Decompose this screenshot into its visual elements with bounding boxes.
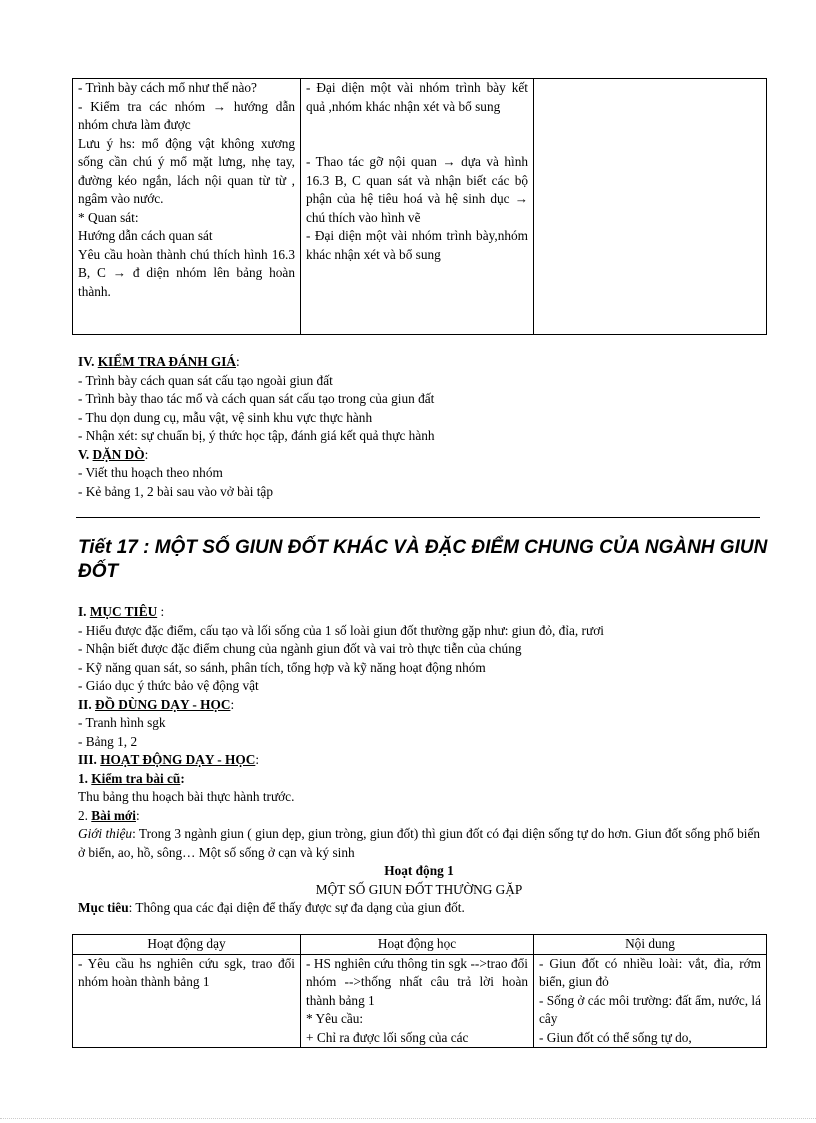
list-item: - Thu dọn dung cụ, mẫu vật, vệ sinh khu vực thực hành <box>78 409 373 425</box>
section-title: KIỂM TRA ĐÁNH GIÁ <box>97 354 236 369</box>
list-item: - Hiểu được đặc điểm, cấu tạo và lối sống của 1 số loài giun đốt thường gặp như: giun đỏ, đỉa, rươi <box>78 622 604 638</box>
list-item: - Trình bày thao tác mổ và cách quan sát cấu tạo trong của giun đất <box>78 391 435 406</box>
section-heading: V. DẶN DÒ: <box>78 446 149 462</box>
list-item: - Kẻ bảng 1, 2 bài sau vào vở bài tập <box>78 483 273 499</box>
activity-title: MỘT SỐ GIUN ĐỐT THƯỜNG GẶP <box>315 881 523 897</box>
cell-text: Hướng dẫn cách quan sát <box>78 228 213 243</box>
content-cell <box>534 954 767 1048</box>
list-item: - Tranh hình sgk <box>78 715 166 730</box>
student-activity-cell <box>301 954 534 1048</box>
cell-text: + Chỉ ra được lối sống của các <box>306 1029 469 1045</box>
cell-text: * Yêu cầu: <box>306 1011 364 1026</box>
cell-text: - Sống ở các môi trường: đất ẩm, nước, lá cây <box>539 992 761 1026</box>
cell-text: - Đại diện một vài nhóm trình bày,nhóm khác nhận xét và bổ sung <box>306 228 528 262</box>
section-title: DẶN DÒ <box>92 446 145 462</box>
teacher-activity-cell <box>73 79 301 335</box>
subsection-heading: 1. Kiểm tra bài cũ: <box>78 770 185 786</box>
lesson-body <box>78 603 760 918</box>
list-item: - Nhận biết được đặc điểm chung của ngành giun đốt và vai trò thực tiễn của chúng <box>78 641 522 656</box>
section-heading: I. MỤC TIÊU : <box>78 604 165 619</box>
section-title: HOẠT ĐỘNG DẠY - HỌC <box>100 752 256 767</box>
list-item: - Giáo dục ý thức bảo vệ động vật <box>78 678 259 693</box>
activity-objective: Mục tiêu: Thông qua các đại diện để thấy được sự đa dạng của giun đốt. <box>78 900 465 915</box>
cell-spacer <box>306 116 528 153</box>
header-teacher-activity: Hoạt động dạy <box>73 935 301 955</box>
list-item: - Trình bày cách quan sát cấu tạo ngoài giun đất <box>78 372 333 388</box>
lesson-title: Tiết 17 : MỘT SỐ GIUN ĐỐT KHÁC VÀ ĐẶC ĐIỂM CHUNG CỦA NGÀNH GIUN ĐỐT <box>78 537 768 582</box>
header-content: Nội dung <box>534 935 767 955</box>
header-student-activity: Hoạt động học <box>301 935 534 955</box>
section-title: MỤC TIÊU <box>89 604 158 619</box>
student-activity-cell <box>301 79 534 335</box>
activity-table-1 <box>72 934 767 1048</box>
list-item: - Bảng 1, 2 <box>78 733 138 749</box>
cell-text: - Thao tác gỡ nội quan → dựa và hình 16.3 B, C quan sát và nhận biết các bộ phận của hệ tiêu hoá và hệ sinh dục → chú thích vào hình vẽ <box>306 154 528 225</box>
cell-text: * Quan sát: <box>78 209 139 225</box>
page-bottom-border <box>0 1118 816 1119</box>
cell-text: - Đại diện một vài nhóm trình bày kết quả ,nhóm khác nhận xét và bổ sung <box>306 80 528 114</box>
cell-text: - HS nghiên cứu thông tin sgk -->trao đổi nhóm -->thống nhất câu trả lời hoàn thành bảng 1 <box>306 955 528 1008</box>
cell-text: - Trình bày cách mổ như thế nào? <box>78 80 257 95</box>
list-item: - Viết thu hoạch theo nhóm <box>78 465 223 480</box>
section-heading: III. HOẠT ĐỘNG DẠY - HỌC: <box>78 752 260 767</box>
paragraph: Thu bảng thu hoạch bài thực hành trước. <box>78 789 295 804</box>
section-heading: II. ĐỒ DÙNG DẠY - HỌC: <box>78 696 235 712</box>
cell-text: Yêu cầu hoàn thành chú thích hình 16.3 B, C → đ diện nhóm lên bảng hoàn thành. <box>78 246 295 299</box>
list-item: - Kỹ năng quan sát, so sánh, phân tích, tổng hợp và kỹ năng hoạt động nhóm <box>78 659 486 675</box>
cell-text: Lưu ý hs: mổ động vật không xương sống cần chú ý mổ mặt lưng, nhẹ tay, đường kéo ngắn, lách nội quan từ từ , ngâm vào nước. <box>78 135 295 206</box>
cell-text: - Giun đốt có nhiều loài: vắt, đỉa, rớm biển, giun đỏ <box>539 955 761 989</box>
list-item: - Nhận xét: sự chuẩn bị, ý thức học tập, đánh giá kết quả thực hành <box>78 428 435 443</box>
section-heading: IV. KIỂM TRA ĐÁNH GIÁ: <box>78 354 240 369</box>
teacher-activity-cell: - Yêu cầu hs nghiên cứu sgk, trao đổi nhóm hoàn thành bảng 1 <box>73 954 301 1048</box>
activity-heading: Hoạt động 1 <box>384 863 454 878</box>
cell-text: - Kiểm tra các nhóm → hướng dẫn nhóm chưa làm được <box>78 98 295 132</box>
activity-table-continued <box>72 78 767 335</box>
section-title: ĐỒ DÙNG DẠY - HỌC <box>95 696 231 712</box>
subsection-heading: 2. Bài mới: <box>78 807 140 823</box>
assessment-section <box>78 353 760 501</box>
intro-paragraph: Giới thiệu: Trong 3 ngành giun ( giun dẹp, giun tròng, giun đốt) thì giun đốt có đại diện sống tự do hơn. Giun đốt sống phổ biến ở biển, ao, hồ, sông… Một số sống ở cạn và ký sinh <box>78 826 761 860</box>
horizontal-divider <box>76 517 760 518</box>
content-cell <box>534 79 767 335</box>
cell-text: - Giun đốt có thể sống tự do, <box>539 1029 692 1045</box>
